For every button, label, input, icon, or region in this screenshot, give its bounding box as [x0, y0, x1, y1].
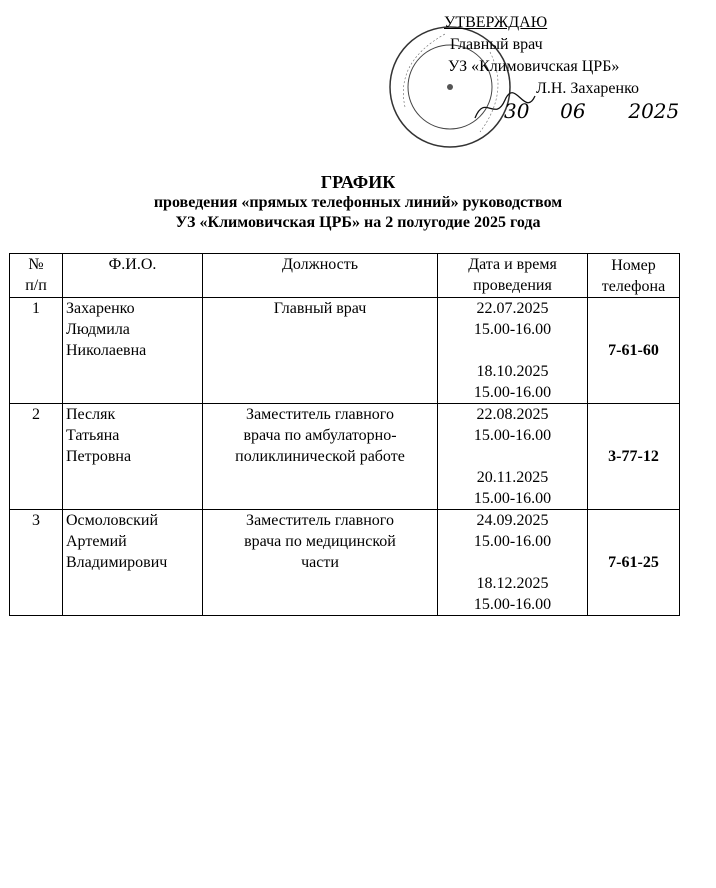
row-name — [63, 298, 203, 404]
header-num-line2: п/п — [25, 277, 47, 294]
row-name-line: Захаренко — [66, 300, 135, 317]
row-name-line: Владимирович — [66, 554, 168, 571]
row-position-line: Главный врач — [273, 300, 367, 317]
schedule-table — [9, 253, 680, 616]
table-row — [10, 510, 680, 616]
header-date-line1: Дата и время — [468, 256, 557, 273]
title-subtitle-2: УЗ «Климовичская ЦРБ» на 2 полугодие 2025 года — [175, 214, 541, 231]
row-dates — [438, 404, 588, 510]
row-position — [203, 404, 438, 510]
approval-organization: УЗ «Климовичская ЦРБ» — [448, 58, 620, 75]
document-title — [0, 172, 716, 233]
row-position-line: поликлинической работе — [235, 448, 405, 465]
row-date1: 22.08.2025 — [476, 406, 549, 423]
title-subtitle-1: проведения «прямых телефонных линий» руководством — [153, 194, 563, 211]
table-row — [10, 298, 680, 404]
row-position — [203, 510, 438, 616]
row-date1: 22.07.2025 — [476, 300, 549, 317]
table-header-row — [10, 254, 680, 298]
row-name-line: Николаевна — [66, 342, 147, 359]
header-phone-line2: телефона — [601, 277, 666, 295]
row-date1: 24.09.2025 — [476, 512, 549, 529]
row-phone: 3-77-12 — [588, 404, 680, 510]
signature — [470, 88, 540, 128]
approval-title: УТВЕРЖДАЮ — [444, 14, 548, 31]
row-time2: 15.00-16.00 — [473, 384, 552, 401]
table-row — [10, 404, 680, 510]
title-heading: ГРАФИК — [320, 172, 396, 192]
header-phone — [588, 254, 680, 298]
approval-date-year: 2025 — [628, 99, 680, 123]
row-dates — [438, 298, 588, 404]
row-phone: 7-61-25 — [588, 510, 680, 616]
row-time1: 15.00-16.00 — [473, 427, 552, 444]
row-dates — [438, 510, 588, 616]
approval-date-month: 06 — [560, 99, 586, 123]
approval-position: Главный врач — [450, 36, 543, 53]
row-name-line: Татьяна — [66, 427, 120, 444]
row-name — [63, 404, 203, 510]
row-num: 1 — [10, 298, 63, 404]
header-num — [10, 254, 63, 298]
row-name-line: Людмила — [66, 321, 130, 338]
row-date2: 18.10.2025 — [476, 363, 549, 380]
row-position-line: Заместитель главного — [246, 512, 394, 529]
header-name-label: Ф.И.О. — [108, 256, 157, 273]
row-name-line: Осмоловский — [66, 512, 159, 529]
header-name — [63, 254, 203, 298]
header-position-label: Должность — [281, 256, 359, 273]
row-name-line: Петровна — [66, 448, 132, 465]
row-num: 3 — [10, 510, 63, 616]
row-date2: 18.12.2025 — [476, 575, 549, 592]
approval-date-day: 30 — [504, 99, 530, 123]
row-phone: 7-61-60 — [588, 298, 680, 404]
row-time1: 15.00-16.00 — [473, 533, 552, 550]
row-position-line: Заместитель главного — [246, 406, 394, 423]
row-time1: 15.00-16.00 — [473, 321, 552, 338]
row-time2: 15.00-16.00 — [473, 490, 552, 507]
row-time2: 15.00-16.00 — [473, 596, 552, 613]
row-date2: 20.11.2025 — [476, 469, 549, 486]
row-position — [203, 298, 438, 404]
row-position-line: врача по амбулаторно- — [243, 427, 397, 444]
row-position-line: части — [301, 554, 339, 571]
row-num: 2 — [10, 404, 63, 510]
row-name-line: Артемий — [66, 533, 127, 550]
row-name-line: Песляк — [66, 406, 116, 423]
header-position — [203, 254, 438, 298]
header-num-line1: № — [28, 256, 44, 273]
header-phone-line1: Номер — [611, 256, 656, 274]
approval-signatory: Л.Н. Захаренко — [536, 80, 640, 97]
header-date — [438, 254, 588, 298]
row-name — [63, 510, 203, 616]
row-position-line: врача по медицинской — [244, 533, 396, 550]
header-date-line2: проведения — [473, 277, 552, 294]
